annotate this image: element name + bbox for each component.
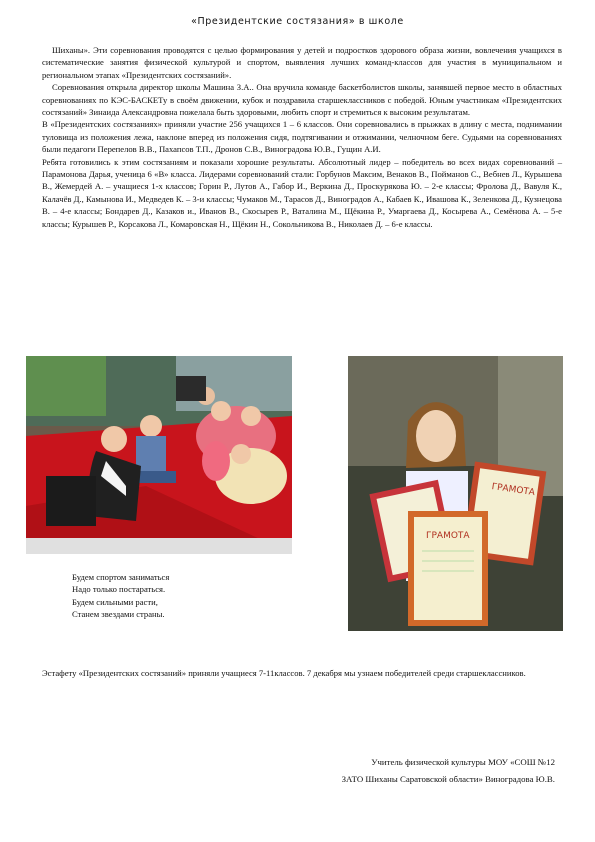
poem-line: Будем спортом заниматься: [72, 572, 170, 582]
signature-line: Учитель физической культуры МОУ «СОШ №12: [371, 757, 555, 767]
gym-competition-photo: [26, 356, 292, 554]
certificate-label-front: ГРАМОТА: [426, 531, 470, 541]
article-body: [42, 44, 562, 230]
poem-line: Будем сильными расти,: [72, 596, 158, 607]
signature-line: ЗАТО Шиханы Саратовской области» Виноградова Ю.В.: [341, 774, 555, 784]
paragraph-leaders: Ребята готовились к этим состязаниям и показали хорошие результаты. Абсолютный лидер – победитель во всех видах соревнований – Парамонова Дарья, ученица 6 «В» класса. Лидерами соревнований стали: Горбунов Максим, Венаков В., Пойманов С., Вебнев Л., Курышева В., Жемердей А. – учащиеся 1-х классов; Горин Р., Лутов А., Габор И., Веркина Д., Проскурякова Ю. – 2-е классы; Фролова Д., Вавуля К., Калачёв Д., Камынова И., Медведев К. – 3-и классы; Чумаков М., Тарасов Д., Виноградов А., Кабаев К., Ивашова К., Зеленкова Д., Кузнецова В. – 4-е классы; Бондарев Д., Казаков и., Иванов В., Скосырев Р., Ваталина М., Щёкина Р., Умаргаева Д., Косырева А., Семёнова А. – 5-е классы; Курышев Р., Корсакова Л., Комаровская Н., Щёкин Н., Сокольникова В., Николаев Д. – 6-е классы.: [42, 156, 562, 229]
poem: [72, 571, 169, 621]
certificate-label-right: ГРАМОТА: [490, 482, 536, 499]
poem-line: Надо только постараться.: [72, 584, 166, 595]
article-title: «Президентские состязания» в школе: [191, 16, 404, 27]
girl-with-certificates-photo: [348, 356, 563, 631]
paragraph-opening: Соревнования открыла директор школы Машина З.А.. Она вручила команде баскетболистов школы, занявшей первое место в областных соревнованиях по КЭС-БАСКЕТу в своём движении, кубок и поздравила старшеклассников с победой. Юным участникам «Президентских состязаний» Зинаида Александровна пожелала быть здоровыми, любить спорт и стремиться к высоким результатам.: [42, 82, 562, 118]
paragraph-participants: В «Президентских состязаниях» приняли участие 256 учащихся 1 – 6 классов. Они соревновались в прыжках в длину с места, поднимании туловища из положения лежа, наклоне вперед из положения сидя, подтягивании и отжимании, челночном беге. Судьями на соревнованиях были педагоги Перепелов В.В., Пахапсов Т.П., Дронов С.В., Виноградова Ю.В., Гущин А.И.: [42, 119, 562, 155]
poem-line: Станем звездами страны.: [72, 609, 165, 620]
closing-paragraph: Эстафету «Президентских состязаний» приняли учащиеся 7-11классов. 7 декабря мы узнаем победителей среди старшеклассников.: [42, 668, 526, 678]
author-signature: [342, 754, 555, 788]
paragraph-intro: Шиханы». Эти соревнования проводятся с целью формирования у детей и подростков здорового образа жизни, вовлечения учащихся в систематические занятия физической культурой и спортом, выявления лучших команд-классов для участия в муниципальном и региональном этапах «Президентских состязаний».: [42, 45, 562, 80]
